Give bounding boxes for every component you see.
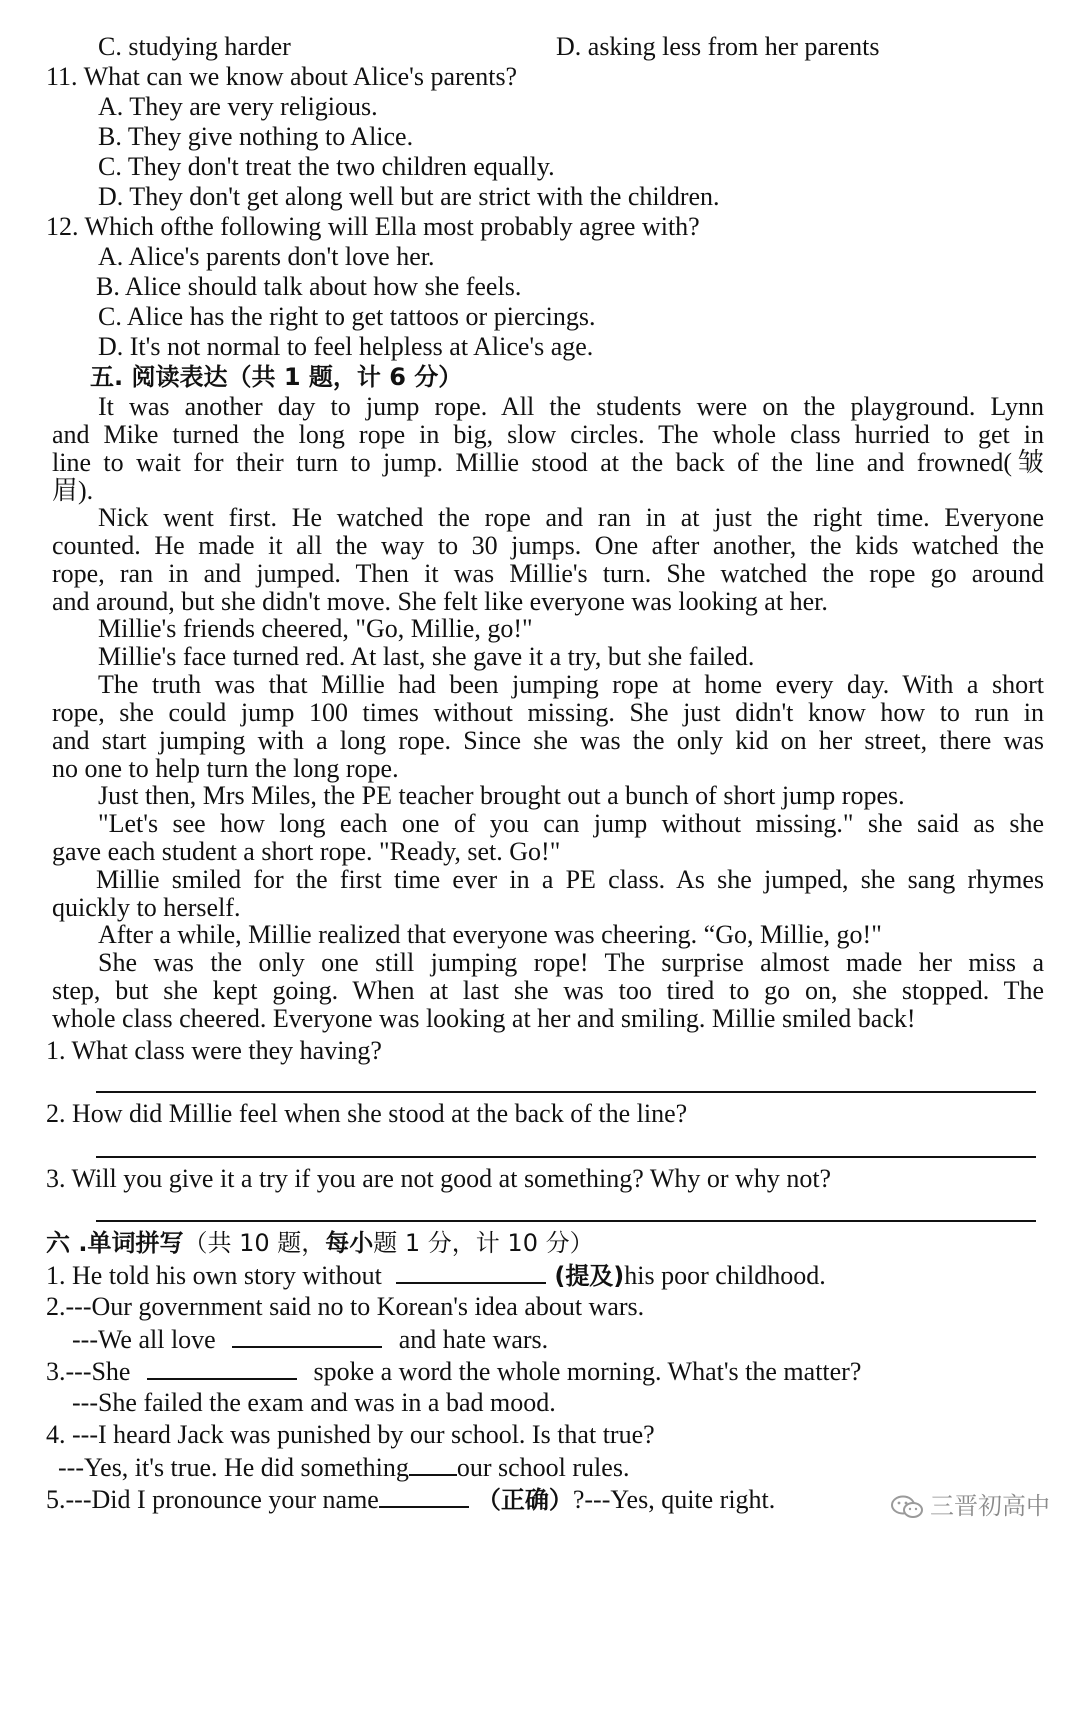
spelling-blank-4[interactable]: [409, 1452, 457, 1476]
spelling-item-4-text: our school rules.: [456, 1453, 630, 1482]
spelling-item-3-line2: ---She failed the exam and was in a bad mood.: [72, 1388, 556, 1417]
spelling-blank-1[interactable]: [396, 1260, 546, 1284]
passage-line: step, but she kept going. When at last she was too tired to go on, she stopped. The: [52, 976, 1044, 1005]
watermark: [890, 1486, 1050, 1521]
q11-option-a: A. They are very religious.: [98, 92, 378, 121]
q11-stem: 11. What can we know about Alice's parents?: [46, 62, 518, 91]
section6-heading-part: 六 .单词拼写: [46, 1229, 184, 1257]
passage-line: She was the only one still jumping rope! The surprise almost made her miss a: [98, 948, 1044, 977]
spelling-item-2-text: ---We all love: [72, 1325, 216, 1354]
passage-line: and start jumping with a long rope. Since she was the only kid on her street, there was: [52, 726, 1044, 755]
passage-line: quickly to herself.: [52, 893, 241, 922]
passage-line: The truth was that Millie had been jumping rope at home every day. With a short: [98, 670, 1044, 699]
spelling-item-5-text: 5.---Did I pronounce your name: [46, 1485, 379, 1514]
q12-option-d: D. It's not normal to feel helpless at Alice's age.: [98, 332, 594, 361]
question-1: 1. What class were they having?: [46, 1036, 382, 1065]
wechat-icon: [890, 1495, 924, 1519]
section6-heading-part: 题 1 分，计 10 分）: [373, 1229, 594, 1257]
question-3: 3. Will you give it a try if you are not good at something? Why or why not?: [46, 1164, 832, 1193]
q12-option-b: B. Alice should talk about how she feels.: [96, 272, 522, 301]
passage-line: Just then, Mrs Miles, the PE teacher brought out a bunch of short jump ropes.: [98, 781, 905, 810]
passage-line: Millie's face turned red. At last, she gave it a try, but she failed.: [98, 642, 755, 671]
passage-line: counted. He made it all the way to 30 jumps. One after another, the kids watched the: [52, 531, 1044, 560]
spelling-item-4-line2: [58, 1452, 629, 1483]
passage-line: Millie smiled for the first time ever in a PE class. As she jumped, she sang rhymes: [96, 865, 1044, 894]
passage-line: 眉).: [52, 476, 94, 505]
spelling-item-3-line1: [46, 1356, 861, 1387]
q12-stem: 12. Which ofthe following will Ella most probably agree with?: [46, 212, 700, 241]
spelling-item-5: [46, 1484, 775, 1515]
spelling-item-3-text: spoke a word the whole morning. What's the matter?: [313, 1357, 862, 1386]
spelling-item-1-text: his poor childhood.: [624, 1261, 826, 1290]
spelling-blank-5[interactable]: [379, 1484, 469, 1508]
spelling-blank-2[interactable]: [232, 1324, 382, 1348]
q11-option-d: D. They don't get along well but are strict with the children.: [98, 182, 720, 211]
passage-line: After a while, Millie realized that everyone was cheering. “Go, Millie, go!": [98, 920, 882, 949]
spelling-item-4-line1: 4. ---I heard Jack was punished by our school. Is that true?: [46, 1420, 655, 1449]
spelling-item-2-text: and hate wars.: [398, 1325, 549, 1354]
passage-line: whole class cheered. Everyone was looking at her and smiling. Millie smiled back!: [52, 1004, 916, 1033]
q12-option-c: C. Alice has the right to get tattoos or piercings.: [98, 302, 596, 331]
spelling-item-4-text: ---Yes, it's true. He did something: [58, 1453, 409, 1482]
spelling-item-2-line2: [72, 1324, 548, 1355]
passage-line: rope, she could jump 100 times without missing. She just didn't know how to run in: [52, 698, 1044, 727]
passage-line: gave each student a short rope. "Ready, set. Go!": [52, 837, 561, 866]
passage-line: and Mike turned the long rope in big, slow circles. The whole class hurried to get in: [52, 420, 1044, 449]
q10-option-c: C. studying harder: [98, 32, 291, 61]
q11-option-b: B. They give nothing to Alice.: [98, 122, 414, 151]
section6-heading: [46, 1228, 594, 1259]
section6-heading-part: （共 10 题，: [183, 1229, 326, 1257]
spelling-hint-5: （正确）: [476, 1486, 573, 1514]
passage-line: Millie's friends cheered, "Go, Millie, go!": [98, 614, 533, 643]
spelling-blank-3[interactable]: [147, 1356, 297, 1380]
q12-option-a: A. Alice's parents don't love her.: [98, 242, 435, 271]
q11-option-c: C. They don't treat the two children equally.: [98, 152, 555, 181]
spelling-item-1-text: 1. He told his own story without: [46, 1261, 382, 1290]
spelling-hint-1: (提及): [554, 1262, 625, 1290]
passage-line: line to wait for their turn to jump. Millie stood at the back of the line and frowned(皱: [52, 448, 1044, 477]
section6-heading-part: 每小: [325, 1229, 374, 1257]
question-2: 2. How did Millie feel when she stood at the back of the line?: [46, 1099, 688, 1128]
q10-option-d: D. asking less from her parents: [556, 32, 880, 61]
spelling-item-3-text: 3.---She: [46, 1357, 131, 1386]
answer-line-2[interactable]: [96, 1156, 1036, 1158]
passage-line: rope, ran in and jumped. Then it was Millie's turn. She watched the rope go around: [52, 559, 1044, 588]
spelling-item-2-line1: 2.---Our government said no to Korean's idea about wars.: [46, 1292, 645, 1321]
answer-line-1[interactable]: [96, 1091, 1036, 1093]
passage-line: It was another day to jump rope. All the students were on the playground. Lynn: [98, 392, 1044, 421]
passage-line: no one to help turn the long rope.: [52, 754, 399, 783]
passage-line: Nick went first. He watched the rope and ran in at just the right time. Everyone: [98, 503, 1044, 532]
spelling-item-5-text: ?---Yes, quite right.: [572, 1485, 776, 1514]
watermark-text: 三晋初高中: [930, 1492, 1050, 1520]
passage-line: and around, but she didn't move. She felt like everyone was looking at her.: [52, 587, 828, 616]
answer-line-3[interactable]: [96, 1220, 1036, 1222]
spelling-item-1: [46, 1260, 826, 1291]
section5-heading: 五. 阅读表达（共 1 题，计 6 分）: [90, 363, 463, 391]
passage-line: "Let's see how long each one of you can jump without missing." she said as she: [98, 809, 1044, 838]
